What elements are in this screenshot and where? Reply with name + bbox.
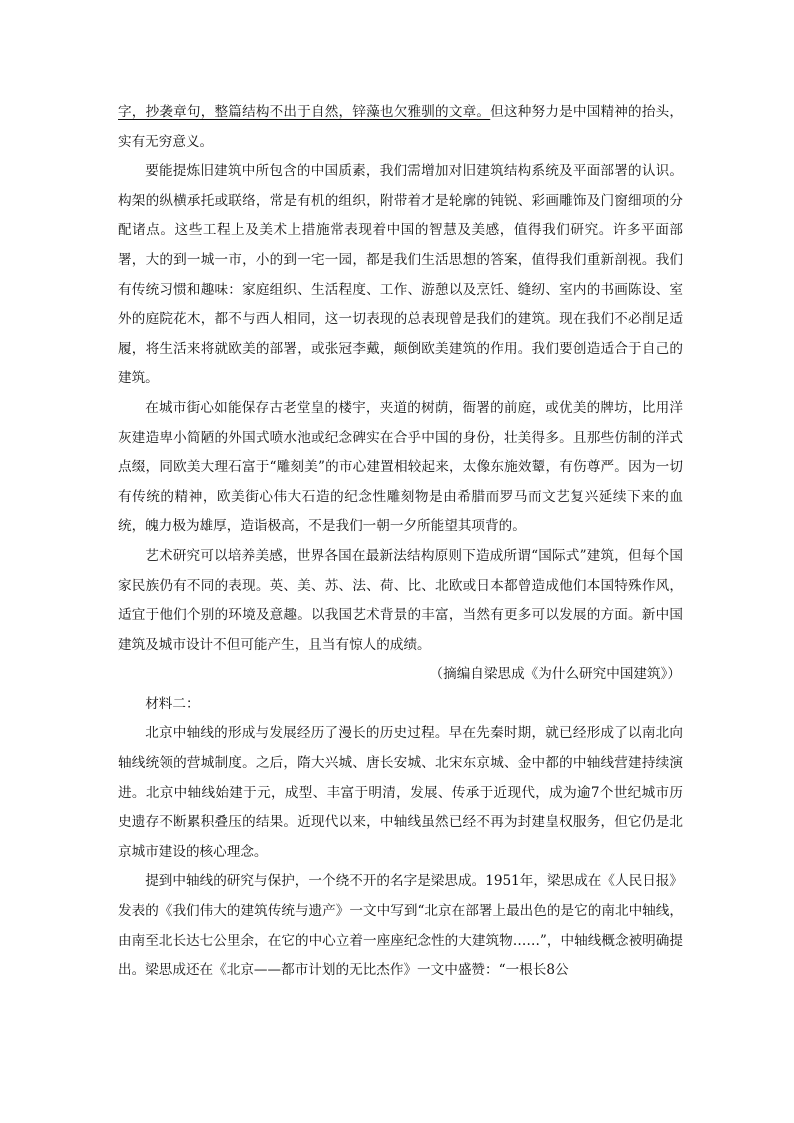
paragraph: 在城市街心如能保存古老堂皇的楼宇，夹道的树荫，衙署的前庭，或优美的牌坊，比用洋灰建造卑小简陋的外国式喷水池或纪念碑实在合乎中国的身份，壮美得多。且那些仿制的洋式点缀，同欧美大理石富于“雕刻美”的市心建置相较起来，太像东施效颦，有伤尊严。因为一切有传统的精神，欧美街心伟大石造的纪念性雕刻物是由希腊而罗马而文艺复兴延续下来的血统，魄力极为雄厚，造诣极高，不是我们一朝一夕所能望其项背的。 bbox=[118, 399, 683, 535]
paragraph-continued bbox=[118, 98, 683, 157]
section-heading: 材料二： bbox=[145, 695, 200, 712]
source-citation: （摘编自梁思成《为什么研究中国建筑》） bbox=[429, 666, 681, 683]
sentence: 但这种努力是中国精神的抬头，实有无穷意义。 bbox=[118, 104, 684, 150]
paragraph: 提到中轴线的研究与保护，一个绕不开的名字是梁思成。1951年，梁思成在《人民日报》发表的《我们伟大的建筑传统与遗产》一文中写到“北京在部署上最出色的是它的南北中轴线，由南至北长达七公里余，在它的中心立着一座座纪念性的大建筑物……”，中轴线概念被明确提出。梁思成还在《北京——都市计划的无比杰作》一文中盛赞：“一根长8公 bbox=[118, 873, 683, 979]
paragraph: 要能提炼旧建筑中所包含的中国质素，我们需增加对旧建筑结构系统及平面部署的认识。构架的纵横承托或联络，常是有机的组织，附带着才是轮廓的钝锐、彩画雕饰及门窗细项的分配诸点。这些工程上及美术上措施常表现着中国的智慧及美感，值得我们研究。许多平面部署，大的到一城一市，小的到一宅一园，都是我们生活思想的答案，值得我们重新剖视。我们有传统习惯和趣味：家庭组织、生活程度、工作、游憩以及烹饪、缝纫、室内的书画陈设、室外的庭院花木，都不与西人相同，这一切表现的总表现曾是我们的建筑。现在我们不必削足适履，将生活来将就欧美的部署，或张冠李戴，颠倒欧美建筑的作用。我们要创造适合于自己的建筑。 bbox=[118, 163, 683, 387]
underlined-sentence: 字，抄袭章句，整篇结构不出于自然，锌藻也欠雅驯的文章。 bbox=[118, 104, 491, 120]
paragraph: 北京中轴线的形成与发展经历了漫长的历史过程。早在先秦时期，就已经形成了以南北向轴线统领的营城制度。之后，隋大兴城、唐长安城、北宋东京城、金中都的中轴线营建持续演进。北京中轴线始建于元，成型、丰富于明清，发展、传承于近现代，成为逾7个世纪城市历史遗存不断累积叠压的结果。近现代以来，中轴线虽然已经不再为封建皇权服务，但它仍是北京城市建设的核心理念。 bbox=[118, 725, 683, 860]
paragraph: 艺术研究可以培养美感，世界各国在最新法结构原则下造成所谓“国际式”建筑，但每个国家民族仍有不同的表现。英、美、苏、法、荷、比、北欧或日本都曾造成他们本国特殊作风，适宜于他们个别的环境及意趣。以我国艺术背景的丰富，当然有更多可以发展的方面。新中国建筑及城市设计不但可能产生，且当有惊人的成绩。 bbox=[118, 547, 683, 653]
document-body bbox=[118, 98, 683, 986]
